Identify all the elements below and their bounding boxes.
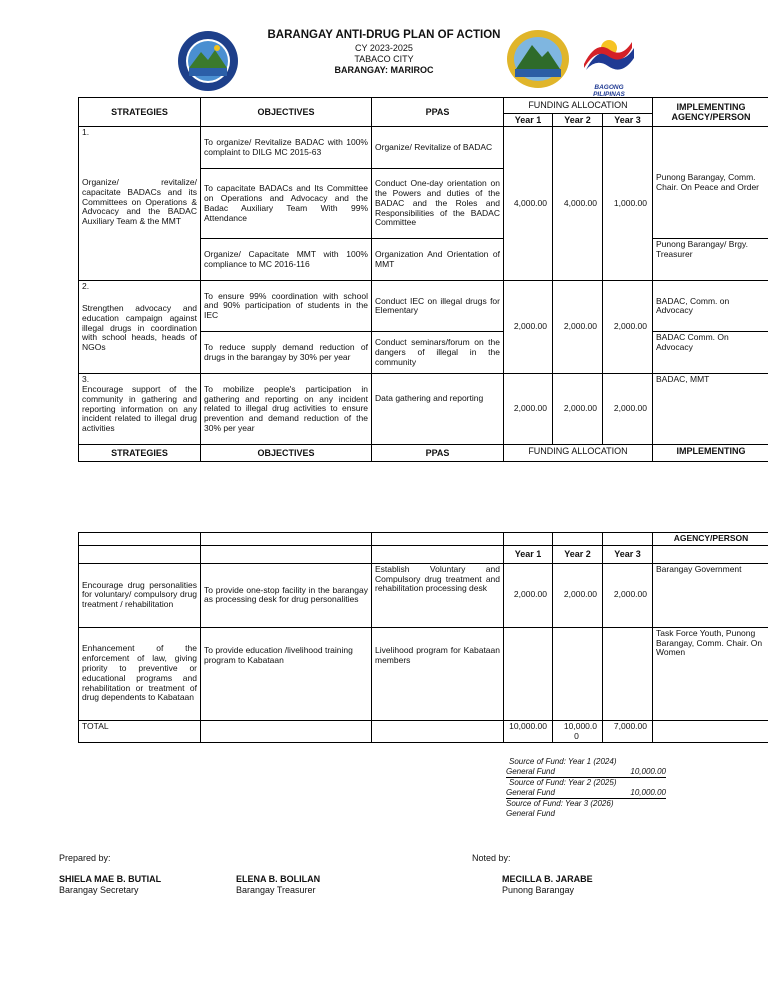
strategy-3-text: Encourage support of the community in gathering and reporting information on any incident related to illegal drug activities xyxy=(82,384,197,434)
funding-3-year3: 2,000.00 xyxy=(603,374,653,445)
bagong-pilipinas-label: BAGONG PILIPINAS xyxy=(593,84,625,98)
strategy-3-cell xyxy=(79,374,201,445)
strategy-1-number: 1. xyxy=(82,127,90,138)
footer-header-funding: FUNDING ALLOCATION xyxy=(504,445,653,462)
funding-2-year2: 2,000.00 xyxy=(553,281,603,374)
objective-4: To ensure 99% coordination with school and 90% participation of students in the IEC xyxy=(201,281,372,332)
footer-header-implementing: IMPLEMENTING xyxy=(653,445,768,462)
city-seal-logo xyxy=(177,30,239,92)
agency-5: BADAC Comm. On Advocacy xyxy=(653,332,768,374)
header-implementing-agency: IMPLEMENTING AGENCY/PERSON xyxy=(653,98,768,127)
general-fund-row1 xyxy=(506,767,666,778)
general-fund-value2: 10,000.00 xyxy=(630,788,666,797)
agency-8: Task Force Youth, Punong Barangay, Comm. Chair. On Women xyxy=(653,627,768,720)
general-fund-label1: General Fund xyxy=(506,767,555,776)
signatory-1-title: Barangay Secretary xyxy=(59,885,139,895)
source-fund-year2: Source of Fund: Year 2 (2025) xyxy=(509,778,617,787)
source-fund-year1: Source of Fund: Year 1 (2024) xyxy=(509,757,617,766)
objective-3: Organize/ Capacitate MMT with 100% compliance to MC 2016-116 xyxy=(201,239,372,281)
noted-by-label: Noted by: xyxy=(472,853,511,863)
objective-1: To organize/ Revitalize BADAC with 100% complaint to DILG MC 2015-63 xyxy=(201,127,372,169)
objective-6: To mobilize people's participation in gathering and reporting on any incident related to illegal drug activities to ensure prevention and demand reduction of the 30% per year xyxy=(201,374,372,445)
plan-table-page1 xyxy=(78,97,768,462)
total-year2-line2: 0 xyxy=(574,730,579,741)
general-fund-label2: General Fund xyxy=(506,788,555,797)
funding-1-year1: 4,000.00 xyxy=(504,127,553,281)
calendar-year: CY 2023-2025 xyxy=(355,43,413,53)
funding-4-year1: 2,000.00 xyxy=(504,563,553,627)
header-year1: Year 1 xyxy=(504,114,553,127)
funding-1-year2: 4,000.00 xyxy=(553,127,603,281)
ppa-8: Livelihood program for Kabataan members xyxy=(372,627,504,720)
funding-2-year1: 2,000.00 xyxy=(504,281,553,374)
strategy-1-text: Organize/ revitalize/ capacitate BADACs and its Committees on Operations & Advocacy and the BADAC Auxiliary Team & the MMT xyxy=(82,177,197,227)
header-ppas: PPAS xyxy=(372,98,504,127)
funding-1-year3: 1,000.00 xyxy=(603,127,653,281)
signatory-3-title: Punong Barangay xyxy=(502,885,575,895)
objective-5: To reduce supply demand reduction of drugs in the barangay by 30% per year xyxy=(201,332,372,374)
document-title: BARANGAY ANTI-DRUG PLAN OF ACTION xyxy=(267,29,501,41)
objective-2: To capacitate BADACs and Its Committee on Operations and Advocacy and the Badac Auxiliary Team With 99% Attendance xyxy=(201,169,372,239)
header-strategies: STRATEGIES xyxy=(79,98,201,127)
header-year2: Year 2 xyxy=(553,114,603,127)
signatory-2-title: Barangay Treasurer xyxy=(236,885,316,895)
strategy-2-number: 2. xyxy=(82,281,90,292)
strategy-5-text: Enhancement of the enforcement of law, giving priority to preventive or educational programs and rehabilitation or treatment of drug dependents to Kabataan xyxy=(79,627,201,720)
prepared-by-label: Prepared by: xyxy=(59,853,111,863)
header-funding-allocation: FUNDING ALLOCATION xyxy=(504,98,653,114)
objective-8: To provide education /livelihood training program to Kabataan xyxy=(201,627,372,720)
funding-3-year1: 2,000.00 xyxy=(504,374,553,445)
general-fund-label3: General Fund xyxy=(506,809,555,818)
barangay-name: BARANGAY: MARIROC xyxy=(334,65,434,75)
header-year3: Year 3 xyxy=(603,114,653,127)
p2-header-year2: Year 2 xyxy=(553,545,603,563)
header-agency-person: AGENCY/PERSON xyxy=(653,533,768,546)
strategy-2-text: Strengthen advocacy and education campaign against illegal drugs in coordination with school heads, heads of NGOs xyxy=(82,303,197,353)
agency-3: Punong Barangay/ Brgy. Treasurer xyxy=(653,239,768,281)
ppa-2: Conduct One-day orientation on the Powers and duties of the BADAC and the Roles and Responsibilities of the BADAC Committee xyxy=(372,169,504,239)
strategy-2-cell xyxy=(79,281,201,374)
p2-header-year3: Year 3 xyxy=(603,545,653,563)
general-fund-row2 xyxy=(506,788,666,799)
ppa-1: Organize/ Revitalize of BADAC xyxy=(372,127,504,169)
city-name: TABACO CITY xyxy=(354,54,414,64)
funding-2-year3: 2,000.00 xyxy=(603,281,653,374)
total-year3: 7,000.00 xyxy=(603,720,653,743)
footer-header-objectives: OBJECTIVES xyxy=(201,445,372,462)
ppa-6: Data gathering and reporting xyxy=(372,374,504,445)
barangay-seal-logo xyxy=(506,29,570,89)
p2-header-year1: Year 1 xyxy=(504,545,553,563)
plan-table-page2 xyxy=(78,532,768,743)
objective-7: To provide one-stop facility in the barangay as processing desk for drug personalities xyxy=(201,563,372,627)
funding-4-year3: 2,000.00 xyxy=(603,563,653,627)
agency-7: Barangay Government xyxy=(653,563,768,627)
total-year2-line1: 10,000.0 xyxy=(563,720,597,731)
agency-6: BADAC, MMT xyxy=(653,374,768,445)
strategy-4-text: Encourage drug personalities for voluntary/ compulsory drug treatment / rehabilitation xyxy=(79,563,201,627)
source-fund-year3: Source of Fund: Year 3 (2026) xyxy=(506,799,614,808)
total-year1: 10,000.00 xyxy=(504,720,553,743)
total-label: TOTAL xyxy=(79,720,201,743)
ppa-7: Establish Voluntary and Compulsory drug treatment and rehabilitation processing desk xyxy=(372,563,504,627)
strategy-1-cell xyxy=(79,127,201,281)
signatory-2-name: ELENA B. BOLILAN xyxy=(236,874,321,884)
strategy-3-number: 3. xyxy=(82,374,90,385)
signatory-3-name: MECILLA B. JARABE xyxy=(502,874,593,884)
funding-3-year2: 2,000.00 xyxy=(553,374,603,445)
funding-4-year2: 2,000.00 xyxy=(553,563,603,627)
footer-header-ppas: PPAS xyxy=(372,445,504,462)
agency-4: BADAC, Comm. on Advocacy xyxy=(653,281,768,332)
general-fund-value1: 10,000.00 xyxy=(630,767,666,776)
agency-1: Punong Barangay, Comm. Chair. On Peace and Order xyxy=(653,127,768,239)
ppa-3: Organization And Orientation of MMT xyxy=(372,239,504,281)
ppa-4: Conduct IEC on illegal drugs for Elementary xyxy=(372,281,504,332)
source-of-fund-block xyxy=(506,757,666,819)
signatory-1-name: SHIELA MAE B. BUTIAL xyxy=(59,874,162,884)
footer-header-strategies: STRATEGIES xyxy=(79,445,201,462)
header-objectives: OBJECTIVES xyxy=(201,98,372,127)
total-year2-cell xyxy=(553,720,603,743)
bagong-pilipinas-logo xyxy=(578,28,640,98)
ppa-5: Conduct seminars/forum on the dangers of illegal in the community xyxy=(372,332,504,374)
